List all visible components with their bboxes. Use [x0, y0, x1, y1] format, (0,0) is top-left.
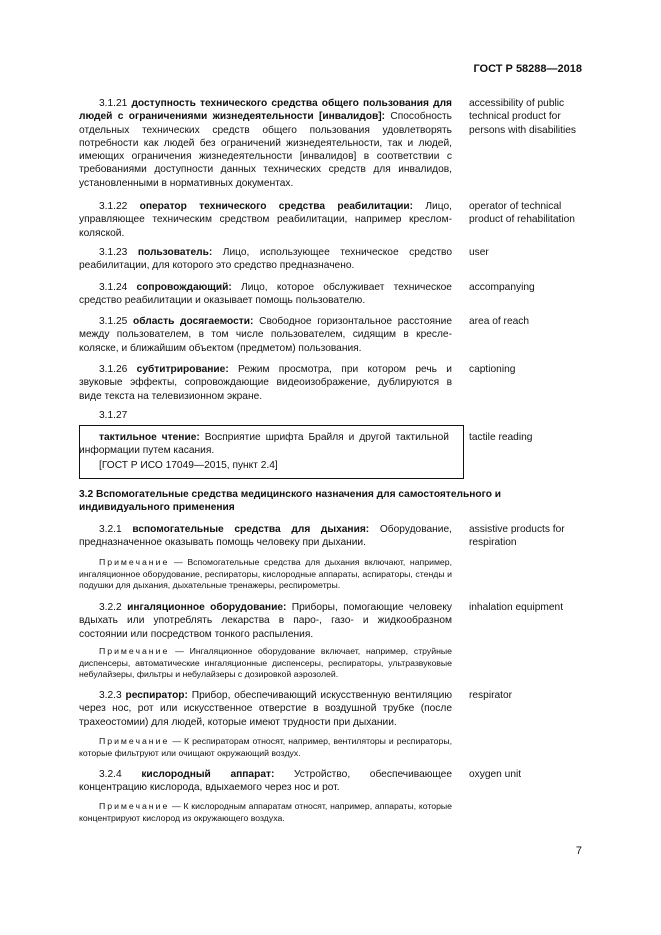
term-entry [79, 97, 581, 192]
term-text: Прибор, обеспечивающий искусственную вентиляцию через нос, рот или искусственное отверстие в воздушной трубке (после трахеостомии) для людей, которые имеют трудности при дыхании. [79, 690, 452, 728]
term-definition [79, 315, 452, 355]
term-name: вспомогательные средства для дыхания: [132, 524, 370, 535]
term-entry [79, 689, 581, 729]
term-definition [79, 689, 452, 729]
standard-designation: ГОСТ Р 58288—2018 [473, 63, 582, 75]
english-equivalent: tactile reading [469, 432, 533, 443]
term-text: Лицо, которое обслуживает техническое средство реабилитации и оказывает помощь пользователю. [79, 282, 452, 307]
term-text: Свободное горизонтальное расстояние между пользователем, в том числе пользователем, сидящим в кресле-коляске, и ближайшим объектом (предметом) пользования. [79, 316, 452, 354]
term-definition [79, 523, 452, 550]
english-equivalent: user [469, 247, 489, 258]
term-definition [79, 363, 452, 403]
note-text: — К кислородным аппаратам относят, например, аппараты, которые концентрируют кислород из окружающего воздуха. [79, 801, 452, 823]
term-text: Лицо, использующее техническое средство реабилитации, для которого это средство предназначено. [79, 247, 452, 272]
clause-number: 3.2.3 [99, 690, 122, 701]
term-definition [79, 200, 452, 240]
clause-number: 3.1.24 [99, 282, 128, 293]
english-equivalent: inhalation equipment [469, 602, 564, 613]
term-name: доступность технического средства общего пользования для людей с ограничениями жизнедеятельности [инвалидов]: [79, 98, 452, 123]
english-equivalent: operator of technical product of rehabilitation [469, 201, 575, 226]
note-text: — Вспомогательные средства для дыхания включают, например, ингаляционное оборудование, респираторы, кислородные аппараты, аспираторы, стенды и подушки для дыхания, дыхательные тренажеры, респирометры. [79, 557, 452, 590]
term-definition [79, 409, 452, 422]
term-definition [79, 97, 452, 190]
note-label: Примечание [99, 801, 170, 811]
term-entry [79, 363, 581, 403]
term-text: Приборы, помогающие человеку вдыхать или употреблять лекарства в паро-, газо- и жидкообразном состоянии или посредством тонкого распыления. [79, 602, 452, 640]
clause-number: 3.2.4 [99, 769, 122, 780]
note-text: — К респираторам относят, например, вентиляторы и респираторы, которые фильтруют или очищают окружающий воздух. [79, 736, 452, 758]
note [79, 557, 452, 592]
term-text: Оборудование, предназначенное оказывать помощь человеку при дыхании. [79, 524, 452, 549]
term-name: сопровождающий: [136, 282, 232, 293]
term-entry [79, 431, 581, 477]
note [79, 801, 452, 824]
english-equivalent: accompanying [469, 282, 535, 293]
term-entry [79, 281, 581, 308]
term-name: субтитрирование: [136, 364, 229, 375]
term-name: ингаляционное оборудование: [127, 602, 287, 613]
note-label: Примечание [99, 736, 170, 746]
clause-number: 3.1.21 [99, 98, 128, 109]
term-text: Режим просмотра, при котором речь и звуковые эффекты, сопровождающие видеоизображение, дублируются в виде текста на телевизионном экране. [79, 364, 452, 402]
term-text: Устройство, обеспечивающее концентрацию кислорода, вдыхаемого через нос и рот. [79, 769, 452, 794]
term-definition [79, 431, 449, 458]
clause-number: 3.2.2 [99, 602, 122, 613]
term-text: Способность отдельных технических средств общего пользования удовлетворять потребности как людей без ограничений жизнедеятельности, так и людей, имеющих ограничения жизнедеятельности [инвалидов] в соответствии с требованиями доступности данных технических средств для инвалидов, установленными в нормативных документах. [79, 111, 452, 189]
english-equivalent: area of reach [469, 316, 530, 327]
term-entry [79, 768, 581, 795]
clause-number: 3.1.22 [99, 201, 128, 212]
english-equivalent: accessibility of public technical product for persons with disabilities [469, 98, 577, 136]
term-name: пользователь: [137, 247, 213, 258]
section-heading: 3.2 Вспомогательные средства медицинского назначения для самостоятельного и индивидуального применения [79, 489, 502, 514]
term-name: область досягаемости: [133, 316, 254, 327]
english-equivalent: respirator [469, 690, 513, 701]
term-name: оператор технического средства реабилитации: [139, 201, 414, 212]
term-definition [79, 246, 452, 273]
term-source [79, 459, 449, 472]
clause-number: 3.2.1 [99, 524, 122, 535]
term-text: Лицо, управляющее техническим средством реабилитации, например креслом-коляской. [79, 201, 452, 239]
term-text: Восприятие шрифта Брайля и другой тактильной информации путем касания. [79, 432, 449, 457]
term-entry [79, 315, 581, 355]
term-definition [79, 281, 452, 308]
term-name: кислородный аппарат: [141, 769, 275, 780]
source-reference: [ГОСТ Р ИСО 17049—2015, пункт 2.4] [99, 460, 278, 471]
clause-number: 3.1.23 [99, 247, 128, 258]
term-entry [79, 523, 581, 550]
note [79, 736, 452, 759]
term-entry [79, 601, 581, 641]
term-name: тактильное чтение: [99, 432, 200, 443]
term-definition [79, 768, 452, 795]
term-entry [79, 246, 581, 273]
clause-number: 3.1.26 [99, 364, 128, 375]
note-label: Примечание [99, 557, 170, 567]
note [79, 646, 452, 681]
term-name: респиратор: [125, 690, 188, 701]
clause-number: 3.1.25 [99, 316, 128, 327]
english-equivalent: assistive products for respiration [469, 524, 565, 549]
note-text: — Ингаляционное оборудование включает, например, струйные диспенсеры, автоматические ингаляционные диспенсеры, респираторы, ультразвуковые небулайзеры, фильтры и небулайзеры с дозировкой аэрозолей. [79, 646, 452, 679]
note-label: Примечание [99, 646, 170, 656]
page-number: 7 [575, 845, 582, 857]
term-entry [79, 200, 581, 240]
term-definition [79, 601, 452, 641]
english-equivalent: oxygen unit [469, 769, 522, 780]
clause-number: 3.1.27 [99, 410, 128, 421]
english-equivalent: captioning [469, 364, 516, 375]
term-entry [79, 409, 581, 423]
